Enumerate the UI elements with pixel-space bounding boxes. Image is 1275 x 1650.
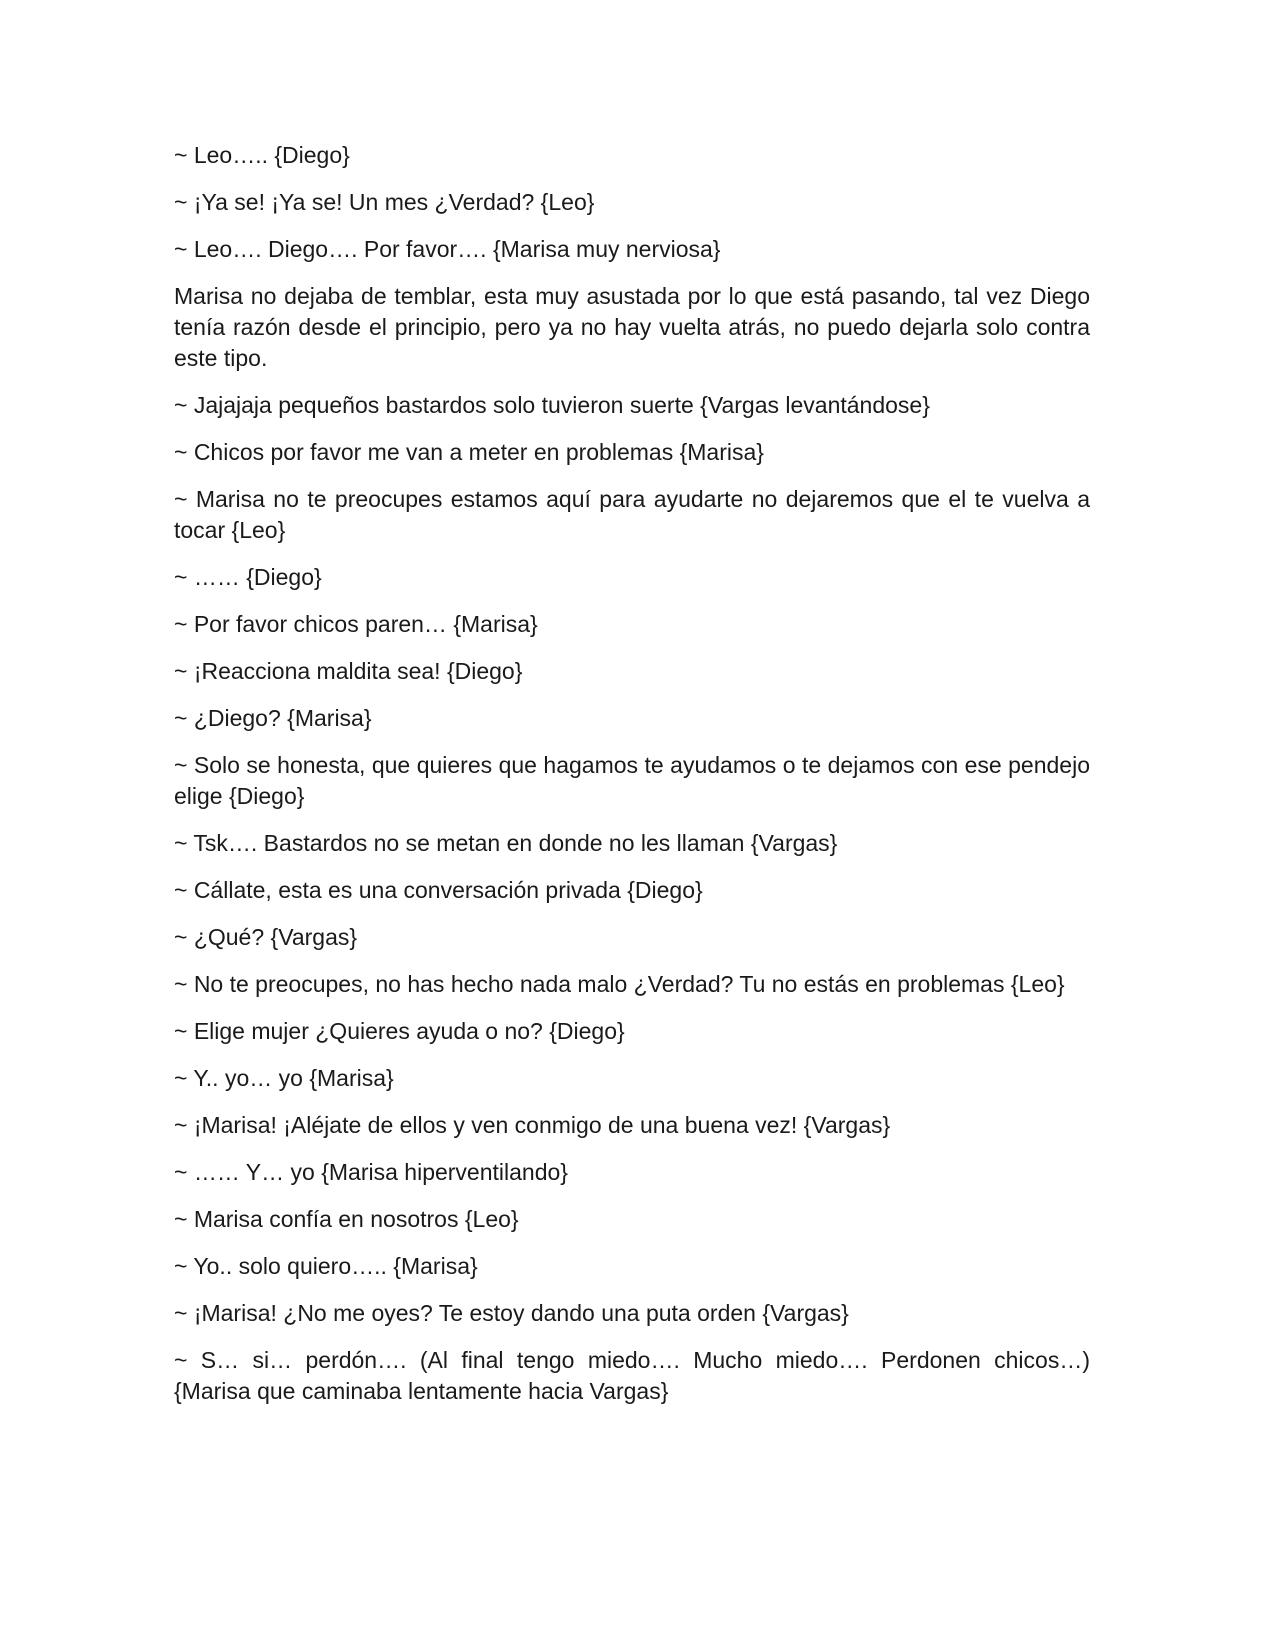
paragraph-3: ~ Leo…. Diego…. Por favor…. {Marisa muy nerviosa} (174, 236, 721, 262)
paragraph-14: ~ Cállate, esta es una conversación privada {Diego} (174, 877, 703, 903)
paragraph-12: ~ Solo se honesta, que quieres que hagamos te ayudamos o te dejamos con ese pendejo elige {Diego} (174, 752, 1090, 809)
paragraph-2: ~ ¡Ya se! ¡Ya se! Un mes ¿Verdad? {Leo} (174, 189, 595, 215)
paragraph-1: ~ Leo….. {Diego} (174, 142, 350, 168)
paragraph-20: ~ …… Y… yo {Marisa hiperventilando} (174, 1159, 568, 1185)
paragraph-11: ~ ¿Diego? {Marisa} (174, 705, 372, 731)
paragraph-21: ~ Marisa confía en nosotros {Leo} (174, 1206, 519, 1232)
paragraph-13: ~ Tsk…. Bastardos no se metan en donde no les llaman {Vargas} (174, 830, 838, 856)
paragraph-7: ~ Marisa no te preocupes estamos aquí para ayudarte no dejaremos que el te vuelva a tocar {Leo} (174, 486, 1090, 543)
paragraph-24: ~ S… si… perdón…. (Al final tengo miedo…. Mucho miedo…. Perdonen chicos…) {Marisa que caminaba lentamente hacia Vargas} (174, 1347, 1090, 1404)
paragraph-8: ~ …… {Diego} (174, 564, 322, 590)
paragraph-15: ~ ¿Qué? {Vargas} (174, 924, 358, 950)
paragraph-9: ~ Por favor chicos paren… {Marisa} (174, 611, 538, 637)
paragraph-19: ~ ¡Marisa! ¡Aléjate de ellos y ven conmigo de una buena vez! {Vargas} (174, 1112, 891, 1138)
paragraph-23: ~ ¡Marisa! ¿No me oyes? Te estoy dando una puta orden {Vargas} (174, 1300, 849, 1326)
paragraph-4: Marisa no dejaba de temblar, esta muy asustada por lo que está pasando, tal vez Diego tenía razón desde el principio, pero ya no hay vuelta atrás, no puedo dejarla solo contra este tipo. (174, 283, 1090, 371)
paragraph-22: ~ Yo.. solo quiero….. {Marisa} (174, 1253, 478, 1279)
paragraph-18: ~ Y.. yo… yo {Marisa} (174, 1065, 394, 1091)
paragraph-6: ~ Chicos por favor me van a meter en problemas {Marisa} (174, 439, 764, 465)
paragraph-5: ~ Jajajaja pequeños bastardos solo tuvieron suerte {Vargas levantándose} (174, 392, 930, 418)
paragraph-17: ~ Elige mujer ¿Quieres ayuda o no? {Diego} (174, 1018, 625, 1044)
paragraph-16: ~ No te preocupes, no has hecho nada malo ¿Verdad? Tu no estás en problemas {Leo} (174, 971, 1065, 997)
document-page (174, 140, 1090, 1423)
paragraph-10: ~ ¡Reacciona maldita sea! {Diego} (174, 658, 523, 684)
